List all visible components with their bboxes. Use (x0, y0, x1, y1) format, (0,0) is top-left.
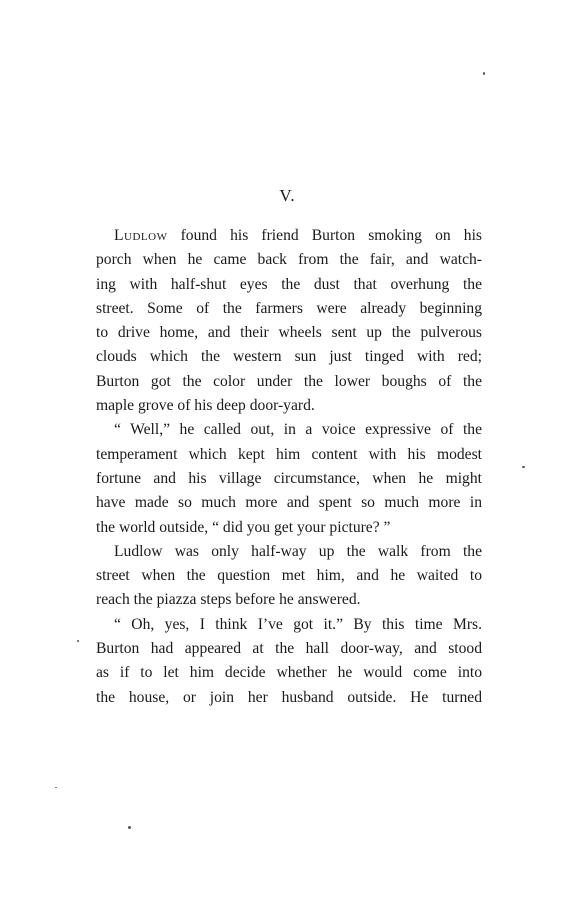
paragraph (96, 613, 482, 710)
paragraph (96, 418, 482, 539)
text-line: Ludlow was only half-way up the walk from the (114, 542, 482, 560)
text-line: “ Oh, yes, I think I’ve got it.” By this time Mrs. (114, 615, 482, 633)
text-line: porch when he came back from the fair, and watch- (96, 251, 482, 269)
text-line: street. Some of the farmers were already beginning (96, 299, 482, 317)
lead-word: Ludlow (114, 227, 168, 244)
text-line: Burton had appeared at the hall door-way, and stood (96, 640, 482, 658)
scan-speck (522, 466, 525, 468)
text-line: ing with half-shut eyes the dust that overhung the (96, 275, 482, 293)
text-line: “ Well,” he called out, in a voice expressive of the (114, 421, 482, 439)
scan-speck (483, 72, 485, 75)
scan-speck (77, 640, 79, 642)
text-line: Burton got the color under the lower boughs of the (96, 372, 482, 390)
text-line: maple grove of his deep door-yard. (96, 397, 315, 415)
scan-speck (55, 787, 57, 788)
text-line: the world outside, “ did you get your picture? ” (96, 518, 391, 536)
text-line: as if to let him decide whether he would come into (96, 664, 482, 682)
text-line: clouds which the western sun just tinged with red; (96, 348, 482, 366)
paragraph (96, 540, 482, 613)
text-line: to drive home, and their wheels sent up the pulverous (96, 324, 482, 342)
text-line: have made so much more and spent so much more in (96, 494, 482, 512)
text-line: street when the question met him, and he waited to (96, 567, 482, 585)
body-text (96, 224, 482, 710)
text-line: Ludlow found his friend Burton smoking on his (114, 227, 482, 244)
text-line: the house, or join her husband outside. He turned (96, 688, 482, 706)
text-line: fortune and his village circumstance, when he might (96, 469, 482, 487)
chapter-heading: V. (279, 186, 296, 205)
scan-speck (128, 826, 131, 829)
text-line: reach the piazza steps before he answered. (96, 591, 361, 609)
text-line: temperament which kept him content with his modest (96, 445, 482, 463)
paragraph (96, 224, 482, 418)
